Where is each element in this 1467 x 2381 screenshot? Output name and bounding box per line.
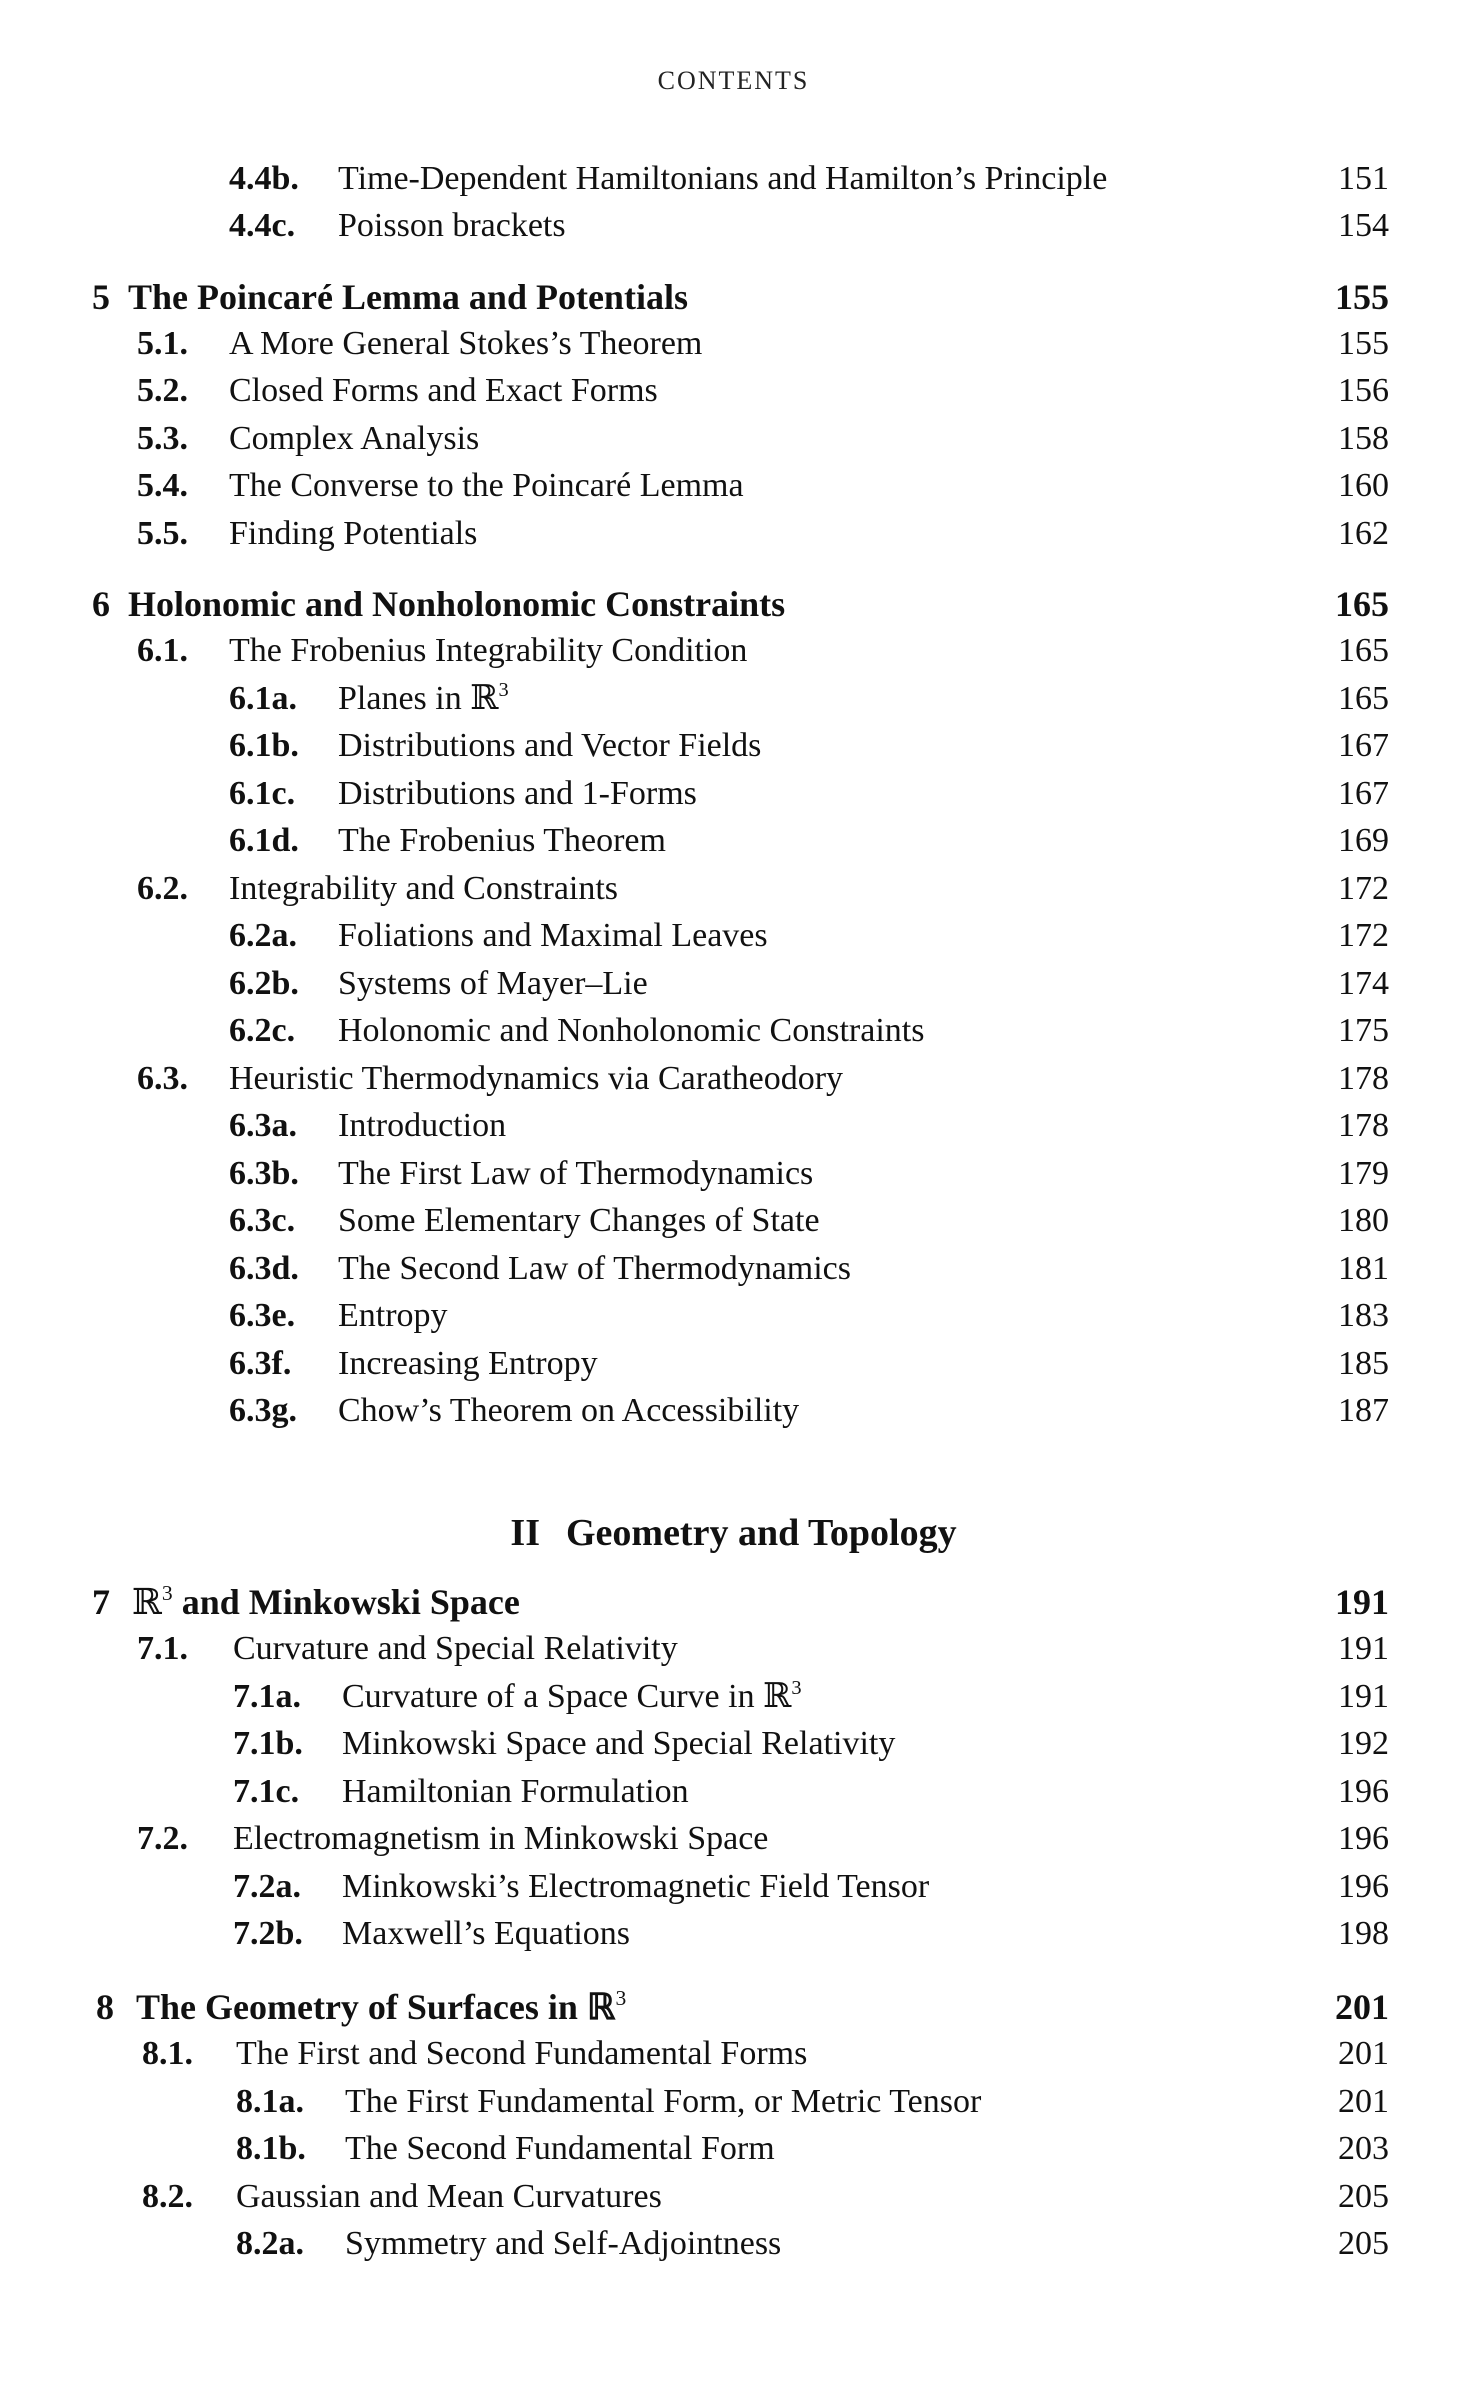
toc-entry bbox=[0, 415, 1467, 463]
toc-entry bbox=[0, 912, 1467, 960]
chapter-title: Holonomic and Nonholonomic Constraints bbox=[128, 584, 786, 624]
entry-page: 196 bbox=[1338, 1773, 1389, 1810]
entry-page: 154 bbox=[1338, 207, 1389, 244]
entry-number: 6.3g. bbox=[229, 1392, 297, 1429]
entry-page: 175 bbox=[1338, 1012, 1389, 1049]
entry-title: Hamiltonian Formulation bbox=[342, 1773, 689, 1810]
entry-title-text: Curvature of a Space Curve in ℝ bbox=[342, 1678, 792, 1715]
entry-number: 5.3. bbox=[137, 420, 188, 457]
entry-title: The First Fundamental Form, or Metric Tensor bbox=[345, 2083, 982, 2120]
entry-title: The First and Second Fundamental Forms bbox=[236, 2035, 808, 2072]
superscript: 3 bbox=[615, 1985, 627, 2010]
entry-number: 7.1c. bbox=[233, 1773, 300, 1810]
entry-number: 7.2. bbox=[137, 1820, 188, 1857]
toc-entry bbox=[0, 1245, 1467, 1293]
chapter-number: 6 bbox=[92, 584, 110, 624]
chapter-entry bbox=[0, 580, 1467, 628]
entry-title: Integrability and Constraints bbox=[229, 870, 619, 907]
entry-page: 165 bbox=[1338, 632, 1389, 669]
entry-number: 6.1a. bbox=[229, 680, 297, 717]
entry-page: 192 bbox=[1338, 1725, 1389, 1762]
toc-entry bbox=[0, 2030, 1467, 2078]
entry-number: 6.2c. bbox=[229, 1012, 296, 1049]
toc-entry bbox=[0, 817, 1467, 865]
entry-title bbox=[338, 675, 509, 723]
entry-page: 201 bbox=[1338, 2035, 1389, 2072]
entry-title: The Converse to the Poincaré Lemma bbox=[229, 467, 744, 504]
entry-page: 167 bbox=[1338, 775, 1389, 812]
entry-title: Complex Analysis bbox=[229, 420, 480, 457]
entry-page: 201 bbox=[1338, 2083, 1389, 2120]
toc-entry bbox=[0, 722, 1467, 770]
chapter-entry bbox=[0, 273, 1467, 321]
entry-number: 5.4. bbox=[137, 467, 188, 504]
superscript: 3 bbox=[161, 1580, 173, 1605]
entry-title: The First Law of Thermodynamics bbox=[338, 1155, 814, 1192]
toc-entry bbox=[0, 1720, 1467, 1768]
chapter-entry bbox=[0, 1578, 1467, 1626]
superscript: 3 bbox=[498, 678, 509, 701]
entry-title: Curvature and Special Relativity bbox=[233, 1630, 678, 1667]
entry-title: Distributions and 1-Forms bbox=[338, 775, 697, 812]
toc-entry bbox=[0, 627, 1467, 675]
toc-entry bbox=[0, 2125, 1467, 2173]
entry-number: 8.1b. bbox=[236, 2130, 306, 2167]
entry-page: 180 bbox=[1338, 1202, 1389, 1239]
entry-number: 5.1. bbox=[137, 325, 188, 362]
entry-number: 7.2a. bbox=[233, 1868, 301, 1905]
entry-title: The Second Fundamental Form bbox=[345, 2130, 775, 2167]
chapter-page: 201 bbox=[1335, 1987, 1389, 2027]
toc-entry bbox=[0, 960, 1467, 1008]
entry-title: A More General Stokes’s Theorem bbox=[229, 325, 703, 362]
entry-page: 205 bbox=[1338, 2178, 1389, 2215]
chapter-number: 7 bbox=[92, 1582, 110, 1622]
entry-number: 8.2. bbox=[142, 2178, 193, 2215]
entry-number: 6.1d. bbox=[229, 822, 299, 859]
toc-entry bbox=[0, 1150, 1467, 1198]
entry-title: The Second Law of Thermodynamics bbox=[338, 1250, 852, 1287]
toc-entry bbox=[0, 675, 1467, 723]
entry-title: Introduction bbox=[338, 1107, 507, 1144]
toc-entry bbox=[0, 1673, 1467, 1721]
entry-number: 7.1. bbox=[137, 1630, 188, 1667]
entry-title: Some Elementary Changes of State bbox=[338, 1202, 820, 1239]
entry-number: 5.5. bbox=[137, 515, 188, 552]
part-number: II bbox=[510, 1512, 540, 1554]
toc-entry bbox=[0, 510, 1467, 558]
entry-number: 6.3b. bbox=[229, 1155, 299, 1192]
entry-title: Electromagnetism in Minkowski Space bbox=[233, 1820, 769, 1857]
entry-title: Chow’s Theorem on Accessibility bbox=[338, 1392, 800, 1429]
entry-page: 156 bbox=[1338, 372, 1389, 409]
entry-page: 162 bbox=[1338, 515, 1389, 552]
chapter-title bbox=[132, 1578, 520, 1626]
entry-number: 6.2b. bbox=[229, 965, 299, 1002]
entry-page: 205 bbox=[1338, 2225, 1389, 2262]
entry-number: 4.4b. bbox=[229, 160, 299, 197]
entry-page: 172 bbox=[1338, 870, 1389, 907]
entry-page: 198 bbox=[1338, 1915, 1389, 1952]
superscript: 3 bbox=[791, 1676, 802, 1699]
toc-entry bbox=[0, 2078, 1467, 2126]
entry-number: 6.3. bbox=[137, 1060, 188, 1097]
entry-page: 183 bbox=[1338, 1297, 1389, 1334]
entry-title: Closed Forms and Exact Forms bbox=[229, 372, 658, 409]
chapter-number: 8 bbox=[96, 1987, 114, 2027]
toc-entry bbox=[0, 1863, 1467, 1911]
entry-title: Foliations and Maximal Leaves bbox=[338, 917, 768, 954]
chapter-title-text: and Minkowski Space bbox=[172, 1582, 520, 1622]
toc-entry bbox=[0, 1007, 1467, 1055]
entry-page: 172 bbox=[1338, 917, 1389, 954]
chapter-page: 155 bbox=[1335, 277, 1389, 317]
toc-entry bbox=[0, 1768, 1467, 1816]
entry-number: 6.1c. bbox=[229, 775, 296, 812]
entry-title: Increasing Entropy bbox=[338, 1345, 598, 1382]
entry-title: The Frobenius Integrability Condition bbox=[229, 632, 748, 669]
entry-title: Gaussian and Mean Curvatures bbox=[236, 2178, 662, 2215]
entry-number: 6.2a. bbox=[229, 917, 297, 954]
toc-entry bbox=[0, 1055, 1467, 1103]
entry-title: Poisson brackets bbox=[338, 207, 566, 244]
toc-entry bbox=[0, 770, 1467, 818]
entry-number: 8.1a. bbox=[236, 2083, 304, 2120]
blackboard-r-symbol: ℝ bbox=[132, 1582, 162, 1622]
toc-entry bbox=[0, 462, 1467, 510]
entry-number: 7.2b. bbox=[233, 1915, 303, 1952]
part-title: Geometry and Topology bbox=[565, 1512, 957, 1554]
part-heading bbox=[0, 1508, 1467, 1558]
entry-page: 203 bbox=[1338, 2130, 1389, 2167]
entry-title: Holonomic and Nonholonomic Constraints bbox=[338, 1012, 925, 1049]
entry-title: Entropy bbox=[338, 1297, 448, 1334]
entry-title: Symmetry and Self-Adjointness bbox=[345, 2225, 782, 2262]
entry-title: Minkowski Space and Special Relativity bbox=[342, 1725, 896, 1762]
entry-title: Maxwell’s Equations bbox=[342, 1915, 631, 1952]
entry-number: 6.3a. bbox=[229, 1107, 297, 1144]
entry-number: 7.1b. bbox=[233, 1725, 303, 1762]
toc-entry bbox=[0, 1910, 1467, 1958]
entry-page: 158 bbox=[1338, 420, 1389, 457]
entry-page: 167 bbox=[1338, 727, 1389, 764]
entry-page: 178 bbox=[1338, 1107, 1389, 1144]
toc-entry bbox=[0, 1292, 1467, 1340]
entry-number: 6.1b. bbox=[229, 727, 299, 764]
entry-title: Distributions and Vector Fields bbox=[338, 727, 762, 764]
entry-title: Minkowski’s Electromagnetic Field Tensor bbox=[342, 1868, 930, 1905]
entry-title bbox=[342, 1673, 802, 1721]
entry-title: Heuristic Thermodynamics via Caratheodory bbox=[229, 1060, 844, 1097]
chapter-page: 165 bbox=[1335, 584, 1389, 624]
entry-number: 7.1a. bbox=[233, 1678, 301, 1715]
entry-number: 6.2. bbox=[137, 870, 188, 907]
toc-entry bbox=[0, 155, 1467, 203]
entry-title: Systems of Mayer–Lie bbox=[338, 965, 648, 1002]
chapter-title-text: The Geometry of Surfaces in ℝ bbox=[136, 1987, 616, 2027]
entry-page: 191 bbox=[1338, 1678, 1389, 1715]
entry-page: 151 bbox=[1338, 160, 1389, 197]
chapter-page: 191 bbox=[1335, 1582, 1389, 1622]
entry-title: The Frobenius Theorem bbox=[338, 822, 666, 859]
toc-entry bbox=[0, 320, 1467, 368]
entry-page: 181 bbox=[1338, 1250, 1389, 1287]
chapter-title bbox=[136, 1983, 626, 2031]
chapter-title: The Poincaré Lemma and Potentials bbox=[128, 277, 688, 317]
entry-page: 179 bbox=[1338, 1155, 1389, 1192]
entry-page: 185 bbox=[1338, 1345, 1389, 1382]
toc-entry bbox=[0, 1387, 1467, 1435]
toc-entry bbox=[0, 2173, 1467, 2221]
entry-number: 4.4c. bbox=[229, 207, 296, 244]
chapter-number: 5 bbox=[92, 277, 110, 317]
entry-number: 6.3c. bbox=[229, 1202, 296, 1239]
toc-entry bbox=[0, 202, 1467, 250]
entry-number: 6.1. bbox=[137, 632, 188, 669]
toc-entry bbox=[0, 1197, 1467, 1245]
toc-entry bbox=[0, 865, 1467, 913]
entry-title: Finding Potentials bbox=[229, 515, 478, 552]
entry-number: 8.2a. bbox=[236, 2225, 304, 2262]
entry-page: 187 bbox=[1338, 1392, 1389, 1429]
entry-page: 178 bbox=[1338, 1060, 1389, 1097]
running-head: CONTENTS bbox=[657, 66, 810, 95]
entry-title: Time-Dependent Hamiltonians and Hamilton’s Principle bbox=[338, 160, 1108, 197]
entry-page: 196 bbox=[1338, 1868, 1389, 1905]
entry-page: 160 bbox=[1338, 467, 1389, 504]
toc-entry bbox=[0, 367, 1467, 415]
chapter-entry bbox=[0, 1983, 1467, 2031]
entry-number: 6.3f. bbox=[229, 1345, 292, 1382]
entry-page: 165 bbox=[1338, 680, 1389, 717]
toc-entry bbox=[0, 1102, 1467, 1150]
toc-entry bbox=[0, 1340, 1467, 1388]
entry-number: 6.3e. bbox=[229, 1297, 296, 1334]
entry-page: 155 bbox=[1338, 325, 1389, 362]
toc-entry bbox=[0, 1815, 1467, 1863]
entry-number: 6.3d. bbox=[229, 1250, 299, 1287]
toc-entry bbox=[0, 2220, 1467, 2268]
entry-number: 5.2. bbox=[137, 372, 188, 409]
entry-page: 196 bbox=[1338, 1820, 1389, 1857]
toc-entry bbox=[0, 1625, 1467, 1673]
entry-page: 174 bbox=[1338, 965, 1389, 1002]
entry-page: 169 bbox=[1338, 822, 1389, 859]
entry-title-text: Planes in ℝ bbox=[338, 680, 499, 717]
entry-number: 8.1. bbox=[142, 2035, 193, 2072]
entry-page: 191 bbox=[1338, 1630, 1389, 1667]
